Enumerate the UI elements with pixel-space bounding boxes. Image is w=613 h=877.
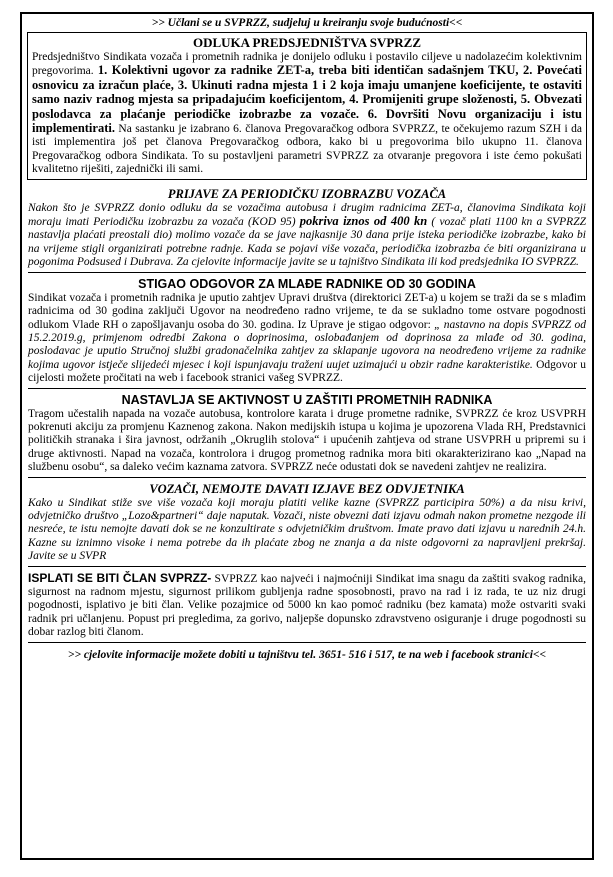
- section-body: [28, 292, 586, 386]
- section-title: NASTAVLJA SE AKTIVNOST U ZAŠTITI PROMETNIH RADNIKA: [121, 392, 493, 407]
- bottom-banner: >> cjelovite informacije možete dobiti u tajništvu tel. 3651- 516 i 517, te na web i facebook stranici<<: [67, 648, 547, 661]
- section-prijave: [28, 183, 586, 272]
- body-italic-text: „ nastavno na dopis SVPRZZ od 15.2.2019.g, primjenom odredbi Zakona o doprinosima, oslobađanjem od doprinosa za mlađe od 30. godina, poslodavac je uputio Stručnoj službi gradonačelnika zahtjev za sklapanje ugovora na neodređeno vrijeme za radnike kojima ugovor istječe slijedeći mjesec i koji ispunjavaju traženi uujet uzimajući u obzir radne karakteristike.: [28, 318, 586, 371]
- body-bold-text: pokriva iznos od 400 kn: [299, 214, 428, 229]
- body-text: Na sastanku je izabrano 6. članova Pregovaračkog odbora SVPRZZ, te očekujemo razum SZH i da isti implementira još pet članova Pregovaračkog odbora, kako bi u pregovorima bilo ukupno 11. članova Pregovaračkog odbora Sindikata. To su postavljeni parametri SVPRZZ za otvaranje pregovora i iste ćemo pokušati kvalitetno riješiti, zajednički ili sami.: [32, 123, 582, 176]
- body-text: Predsjedništvo Sindikata vozača i prometnih radnika je donijelo odluku i postavilo ciljeve u nadolazećim kolektivnim pregovorima.: [32, 51, 582, 78]
- body-text: ( vozač plati 1100 kn a SVPRZZ nastavlja plaćati preostali dio) molimo vozače da se jave najkasnije 30 dana prije isteka periodičke izobrazbe, kako bi na vrijeme stigli organizirati potrebne radnje. Kada se pojavi više vozača, periodička izobrazba će biti organizirana u pogonima Podsused i Dubrava. Za cjelovite informacije javite se u tajništvo Sindikata ili kod predsjednika IO SVPRZZ.: [28, 216, 586, 269]
- section-body: [32, 51, 582, 177]
- section-body: Tragom učestalih napada na vozače autobusa, kontrolore karata i druge prometne radnike, SVPRZZ će kroz USVPRH pokrenuti akciju za promjenu Kaznenog zakona. Nakon medijskih istupa u kojima je upozorena Vlada RH, Predstavnici političkih stranaka i šira javnost, održanih „Okruglih stolova“ i upućenih zahtjeva od strane USVPRH u pripremi su i druge aktivnosti. Napad na vozača, kontrolora i drugog prometnog radnika mora biti okarakterizirano kao „Napad na službenu osobu“, sa daleko većim kaznama zatvora. SVPRZZ neće odustati dok se navedeni zahtjev ne realizira.: [28, 407, 586, 474]
- section-body: [28, 572, 586, 640]
- section-clanstvo: [28, 566, 586, 642]
- section-title: ODLUKA PREDSJEDNIŠTVA SVPRZZ: [192, 35, 422, 50]
- section-title: ISPLATI SE BITI ČLAN SVPRZZ-: [28, 570, 212, 585]
- body-text: Nakon što je SVPRZZ donio odluku da se vozačima autobusa i drugim radnicima ZET-a, članovima Sindikata koji moraju imati Periodičku izobrazbu za vozača (KOD 95): [28, 201, 586, 229]
- section-body: [28, 202, 586, 270]
- section-zastita: [28, 388, 586, 477]
- section-odgovor: [28, 272, 586, 388]
- section-izjave: [28, 477, 586, 566]
- top-banner: >> Učlani se u SVPRZZ, sudjeluj u kreiranju svoje budućnosti<<: [151, 17, 463, 29]
- body-bold-text: 1. Kolektivni ugovor za radnike ZET-a, treba biti identičan sadašnjem TKU, 2. Povećati osnovicu za izračun plaće, 3. Ukinuti radna mjesta 1 i 2 koja imaju umanjene koeficijente, te ostaviti samo naziv radnog mjesta sa pripadajućim koeficijentom, 4. Promijeniti grupe složenosti, 5. Obvezati poslodavca za plaćanje periodičke izobrazbe za vozače. 6. Dovršiti Novu organizaciju i istu implementirati.: [32, 63, 582, 136]
- section-odluka: [27, 32, 587, 180]
- body-text: Sindikat vozača i prometnih radnika je uputio zahtjev Upravi društva (direktorici ZET-a) u kojem se traži da se s mlađim radnicima od 30 godina zaključi Ugovor na neodređeno radno vrijeme, te da se sukladno tome ostvare pogodnosti odlukom Vlade RH o zapošljavanju osoba do 30. godina. Iz Uprave je stigao odgovor:: [28, 291, 586, 331]
- newsletter-frame: [20, 12, 594, 860]
- bottom-banner-wrap: [28, 642, 586, 664]
- section-body: Kako u Sindikat stiže sve više vozača koji moraju platiti velike kazne (SVPRZZ participira 50%) a da nisu krivi, odvjetničko društvo „Lozo&partneri“ daje naputak. Vozači, niste obvezni dati izjavu odmah nakon prometne nezgode ili nesreće, te istu nemojte davati dok se ne konzultirate s odvjetničkim društvom. Imate pravo dati izjavu u narednih 24.h. Kazne su iznimno visoke i nema potrebe da ih plaćate zbog ne znanja a da niste odgovorni za napravljeni prekršaj. Javite se u SVPR: [28, 496, 586, 563]
- body-text: Odgovor u cijelosti možete pročitati na web i facebook stranici vašeg SVPRZZ.: [28, 358, 586, 385]
- body-text: SVPRZZ kao najveći i najmoćniji Sindikat ima snagu da zaštiti svakog radnika, sigurnost na radnom mjestu, sigurnost prilikom gubljenja radne sposobnosti, pravo na rad i iz rada, te uz niz drugi pogodnosti, isplativo je biti član. Velike pozajmice od 5000 kn kao pomoć radniku (bez kamata) može ostvariti svaki radnik pri učlanjenu. Popust pri pregledima, za gorivo, naljepše dopunsko zdravstveno osiguranje i druge pogodnosti su dobar razlog biti članom.: [28, 572, 586, 639]
- section-title: STIGAO ODGOVOR ZA MLAĐE RADNIKE OD 30 GODINA: [138, 276, 476, 291]
- section-title: VOZAČI, NEMOJTE DAVATI IZJAVE BEZ ODVJETNIKA: [149, 481, 465, 496]
- section-title: PRIJAVE ZA PERIODIČKU IZOBRAZBU VOZAČA: [167, 186, 447, 201]
